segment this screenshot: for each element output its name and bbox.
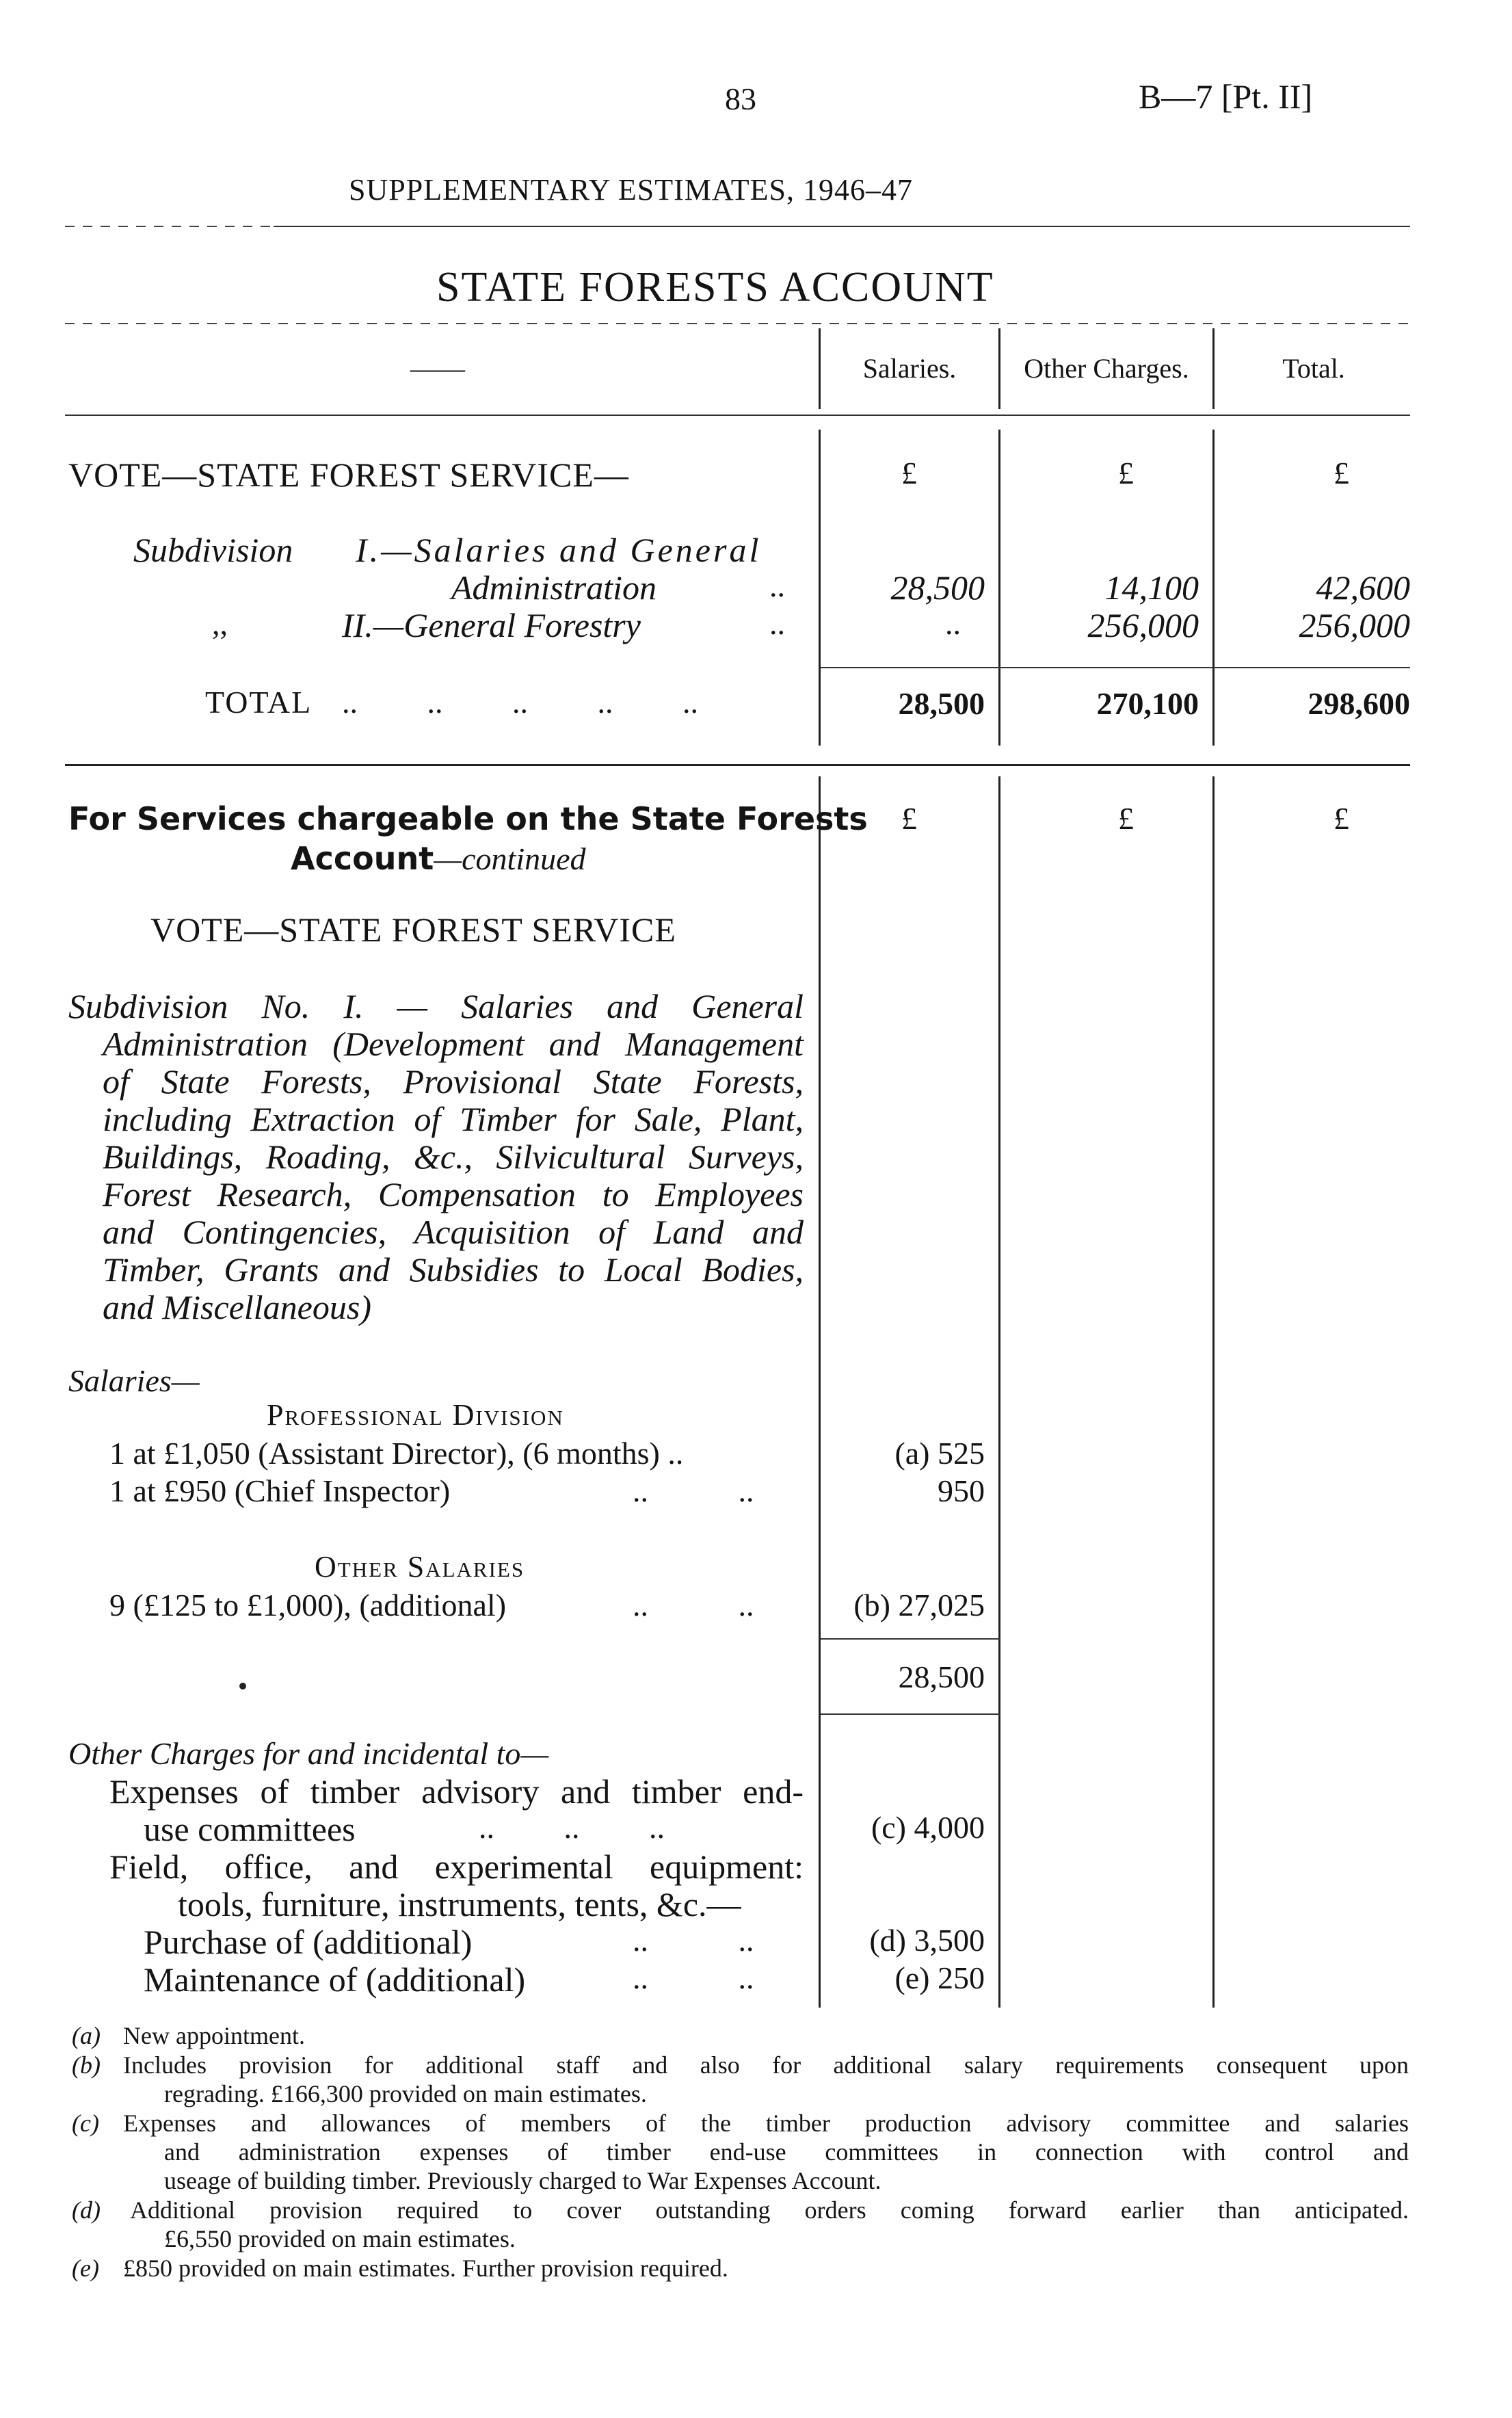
- currency-total: £: [1334, 456, 1349, 490]
- total-total: 298,600: [1308, 686, 1410, 721]
- subdivision-1-salaries: 28,500: [890, 568, 985, 607]
- salaries-subtotal: 28,500: [898, 1659, 985, 1694]
- services-heading: For Services chargeable on the State Forests: [68, 800, 868, 837]
- column-header-total: Total.: [1282, 353, 1345, 384]
- services-heading-cont: [291, 840, 586, 877]
- subdivision-text-line: Buildings, Roading, &c., Silvicultural Surveys,: [103, 1138, 804, 1176]
- page-number: 83: [725, 81, 756, 116]
- subtotal-rule: [821, 1638, 1000, 1640]
- other-charge-line: Purchase of (additional): [144, 1923, 473, 1961]
- print-mark: [239, 1683, 246, 1690]
- other-charge-line: tools, furniture, instruments, tents, &c.—: [178, 1885, 741, 1923]
- salary-item-label: 1 at £950 (Chief Inspector): [109, 1473, 451, 1508]
- salary-item-value: 950: [938, 1473, 985, 1508]
- other-charge-value: (d) 3,500: [869, 1923, 985, 1958]
- salary-item-value: (a) 525: [894, 1436, 985, 1471]
- leader-dots: ..: [769, 606, 785, 641]
- ditto-mark: ,,: [212, 606, 228, 641]
- col-divider: [1212, 776, 1215, 2008]
- footnote-text: and administration expenses of timber end-use committees in connection with control and: [164, 2138, 1409, 2166]
- currency-salaries: £: [901, 456, 917, 490]
- other-charges-label: Other Charges for and incidental to—: [68, 1736, 549, 1771]
- subdivision-2-other: 256,000: [1087, 606, 1199, 644]
- footnote-text: Includes provision for additional staff and also for additional salary requirements consequent upon: [123, 2051, 1409, 2079]
- footnote-text: £6,550 provided on main estimates.: [164, 2225, 516, 2252]
- services-heading-account: Account: [291, 840, 434, 877]
- column-header-item: ——: [410, 353, 465, 384]
- leader-dots: .. ..: [633, 1960, 754, 1995]
- vote-label: VOTE—STATE FOREST SERVICE—: [68, 456, 629, 494]
- other-charge-value: (e) 250: [894, 1960, 985, 1995]
- footnote-text: £850 provided on main estimates. Further provision required.: [123, 2255, 728, 2282]
- salaries-label: Salaries—: [68, 1363, 200, 1398]
- account-title: STATE FORESTS ACCOUNT: [436, 264, 994, 311]
- subdivision-2-total: 256,000: [1299, 606, 1410, 644]
- subdivision-1-other: 14,100: [1104, 568, 1199, 607]
- salary-item-value: (b) 27,025: [853, 1588, 985, 1622]
- salary-item-label: 9 (£125 to £1,000), (additional): [109, 1588, 507, 1622]
- subdivision-prefix: Subdivision: [133, 531, 293, 569]
- header-rule-left: [65, 226, 270, 227]
- services-heading-continued: —continued: [434, 841, 586, 876]
- other-charge-value: (c) 4,000: [871, 1810, 985, 1845]
- subdivision-2-label: II.—General Forestry: [342, 606, 641, 644]
- leader-dots: .. .. .. .. ..: [342, 685, 698, 720]
- leader-dots: .. ..: [633, 1923, 754, 1958]
- subtotal-rule: [821, 1713, 1000, 1715]
- other-salaries-heading: Other Salaries: [315, 1550, 525, 1583]
- subdivision-text-line: Timber, Grants and Subsidies to Local Bodies,: [103, 1250, 804, 1289]
- leader-dots: .. ..: [633, 1473, 754, 1508]
- other-charge-line: use committees: [144, 1810, 356, 1848]
- col-divider: [998, 776, 1000, 2008]
- footnote-marker: (a): [72, 2022, 101, 2049]
- subdivision-text-line: Forest Research, Compensation to Employees: [103, 1175, 804, 1213]
- subdivision-2-salaries: ..: [945, 606, 961, 641]
- currency-salaries: £: [901, 801, 917, 836]
- column-header-salaries: Salaries.: [862, 353, 957, 384]
- other-charge-line: Maintenance of (additional): [144, 1960, 526, 1999]
- vote-label-detail: VOTE—STATE FOREST SERVICE: [150, 910, 676, 949]
- salary-item-label: 1 at £1,050 (Assistant Director), (6 months) ..: [109, 1436, 684, 1471]
- subdivision-text-line: Administration (Development and Management: [103, 1025, 804, 1063]
- total-rule: [821, 667, 1410, 668]
- header-rule: [274, 226, 1410, 227]
- currency-other: £: [1118, 456, 1134, 490]
- subdivision-text-line: and Miscellaneous): [103, 1288, 371, 1326]
- other-charge-line: Expenses of timber advisory and timber end-: [109, 1772, 804, 1811]
- footnote-text: regrading. £166,300 provided on main estimates.: [164, 2080, 647, 2107]
- subdivision-1-label-cont: Administration: [451, 568, 657, 607]
- currency-other: £: [1118, 801, 1134, 836]
- leader-dots: ..: [769, 568, 785, 603]
- page-title: SUPPLEMENTARY ESTIMATES, 1946–47: [349, 173, 914, 207]
- footnote-marker: (e): [72, 2255, 99, 2282]
- other-charge-line: Field, office, and experimental equipment:: [109, 1848, 804, 1886]
- footnote-marker: (c): [72, 2110, 99, 2137]
- footnote-text: useage of building timber. Previously charged to War Expenses Account.: [164, 2167, 881, 2194]
- subdivision-text-line: including Extraction of Timber for Sale, Plant,: [103, 1100, 804, 1138]
- subdivision-text-line: of State Forests, Provisional State Forests,: [103, 1062, 804, 1101]
- footnote-text: New appointment.: [123, 2022, 305, 2049]
- currency-total: £: [1334, 801, 1349, 836]
- leader-dots: .. .. ..: [479, 1810, 665, 1845]
- footnote-marker: (b): [72, 2051, 101, 2079]
- column-header-other-charges: Other Charges.: [1024, 353, 1189, 384]
- footnote-marker: (d): [72, 2196, 101, 2224]
- document-reference: B—7 [Pt. II]: [1139, 77, 1313, 116]
- professional-division-heading: Professional Division: [267, 1398, 564, 1432]
- footnote-text: Additional provision required to cover outstanding orders coming forward earlier than anticipated.: [130, 2196, 1409, 2224]
- leader-dots: .. ..: [633, 1588, 754, 1622]
- subdivision-1-total: 42,600: [1316, 568, 1410, 607]
- subdivision-1-label: I.—Salaries and General: [356, 531, 762, 569]
- subdivision-text-line: Subdivision No. I. — Salaries and General: [68, 987, 804, 1025]
- total-label: TOTAL: [205, 685, 313, 720]
- section-rule: [65, 764, 1410, 766]
- table-header-rule: [65, 415, 1410, 416]
- footnote-text: Expenses and allowances of members of the timber production advisory committee and salaries: [123, 2110, 1409, 2137]
- total-salaries: 28,500: [898, 686, 985, 721]
- subdivision-text-line: and Contingencies, Acquisition of Land and: [103, 1213, 804, 1251]
- total-other: 270,100: [1096, 686, 1199, 721]
- account-title-rule: [65, 323, 1410, 324]
